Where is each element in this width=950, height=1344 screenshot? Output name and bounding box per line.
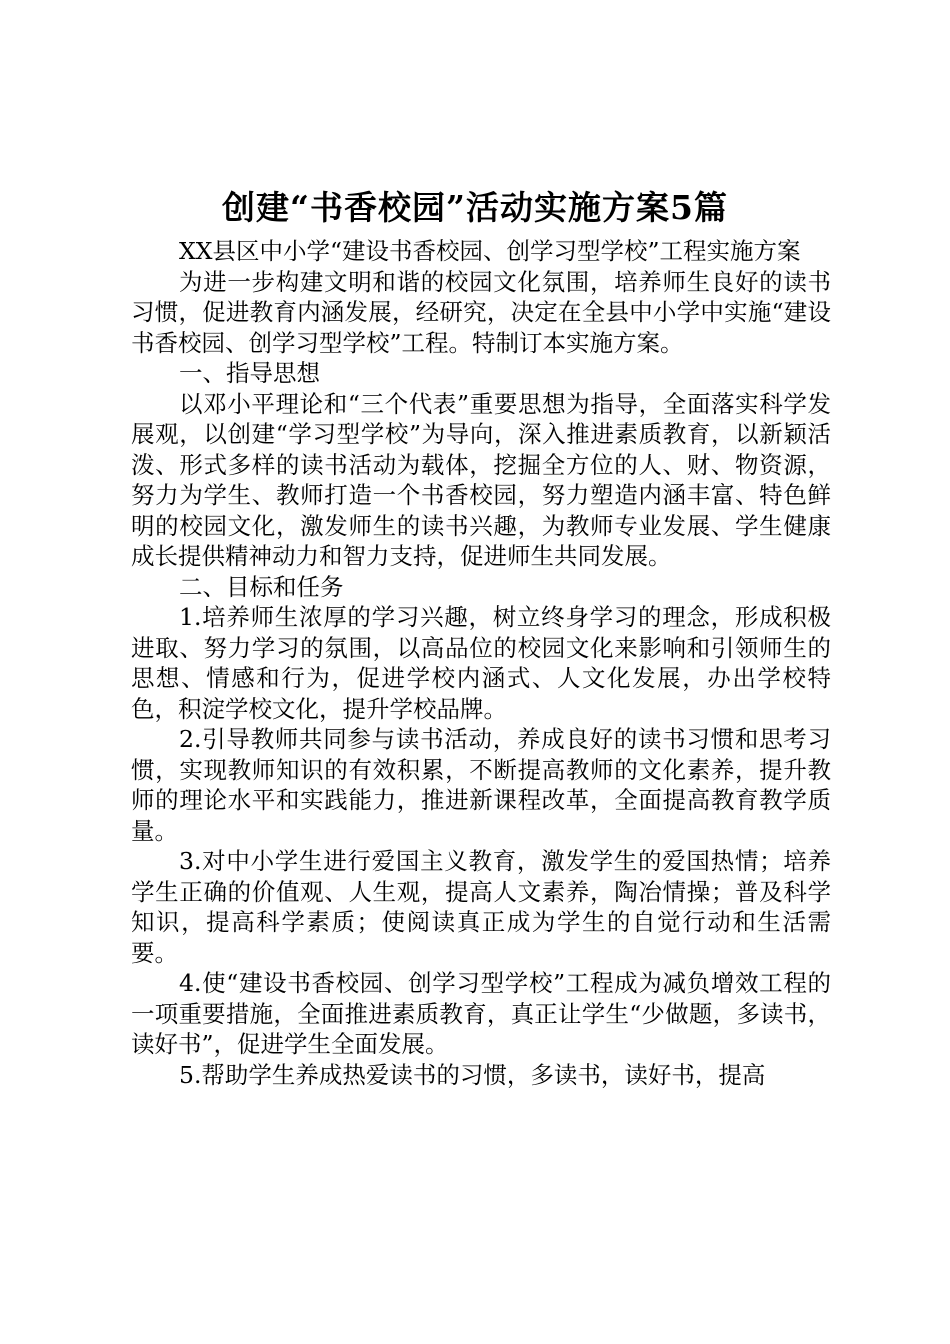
section-heading-guiding-ideology: 一、指导思想 [179, 359, 320, 387]
document-body [131, 236, 831, 1090]
goal-item-1: 1.培养师生浓厚的学习兴趣，树立终身学习的理念，形成积极进取、努力学习的氛围，以高品位的校园文化来影响和引领师生的思想、情感和行为，促进学校内涵式、人文化发展，办出学校特色，积淀学校文化，提升学校品牌。 [131, 603, 831, 723]
goal-item-4: 4.使“建设书香校园、创学习型学校”工程成为减负增效工程的一项重要措施，全面推进素质教育，真正让学生“少做题，多读书，读好书”，促进学生全面发展。 [131, 969, 831, 1058]
goal-item-5: 5.帮助学生养成热爱读书的习惯，多读书，读好书，提高 [179, 1060, 766, 1089]
guiding-ideology-paragraph: 以邓小平理论和“三个代表”重要思想为指导，全面落实科学发展观，以创建“学习型学校”为导向，深入推进素质教育，以新颖活泼、形式多样的读书活动为载体，挖掘全方位的人、财、物资源，努力为学生、教师打造一个书香校园，努力塑造内涵丰富、特色鲜明的校园文化，激发师生的读书兴趣，为教师专业发展、学生健康成长提供精神动力和智力支持，促进师生共同发展。 [131, 389, 831, 570]
subtitle-paragraph: XX县区中小学“建设书香校园、创学习型学校”工程实施方案 [179, 237, 801, 265]
goal-item-2: 2.引导教师共同参与读书活动，养成良好的读书习惯和思考习惯，实现教师知识的有效积累，不断提高教师的文化素养，提升教师的理论水平和实践能力，推进新课程改革，全面提高教育教学质量。 [131, 725, 831, 845]
document-title: 创建“书香校园”活动实施方案5篇 [222, 188, 728, 227]
section-heading-goals-tasks: 二、目标和任务 [179, 572, 344, 601]
goal-item-3: 3.对中小学生进行爱国主义教育，激发学生的爱国热情；培养学生正确的价值观、人生观，提高人文素养，陶冶情操；普及科学知识，提高科学素质；使阅读真正成为学生的自觉行动和生活需要。 [131, 847, 831, 967]
intro-paragraph: 为进一步构建文明和谐的校园文化氛围，培养师生良好的读书习惯，促进教育内涵发展，经研究，决定在全县中小学中实施“建设书香校园、创学习型学校”工程。特制订本实施方案。 [131, 267, 831, 357]
